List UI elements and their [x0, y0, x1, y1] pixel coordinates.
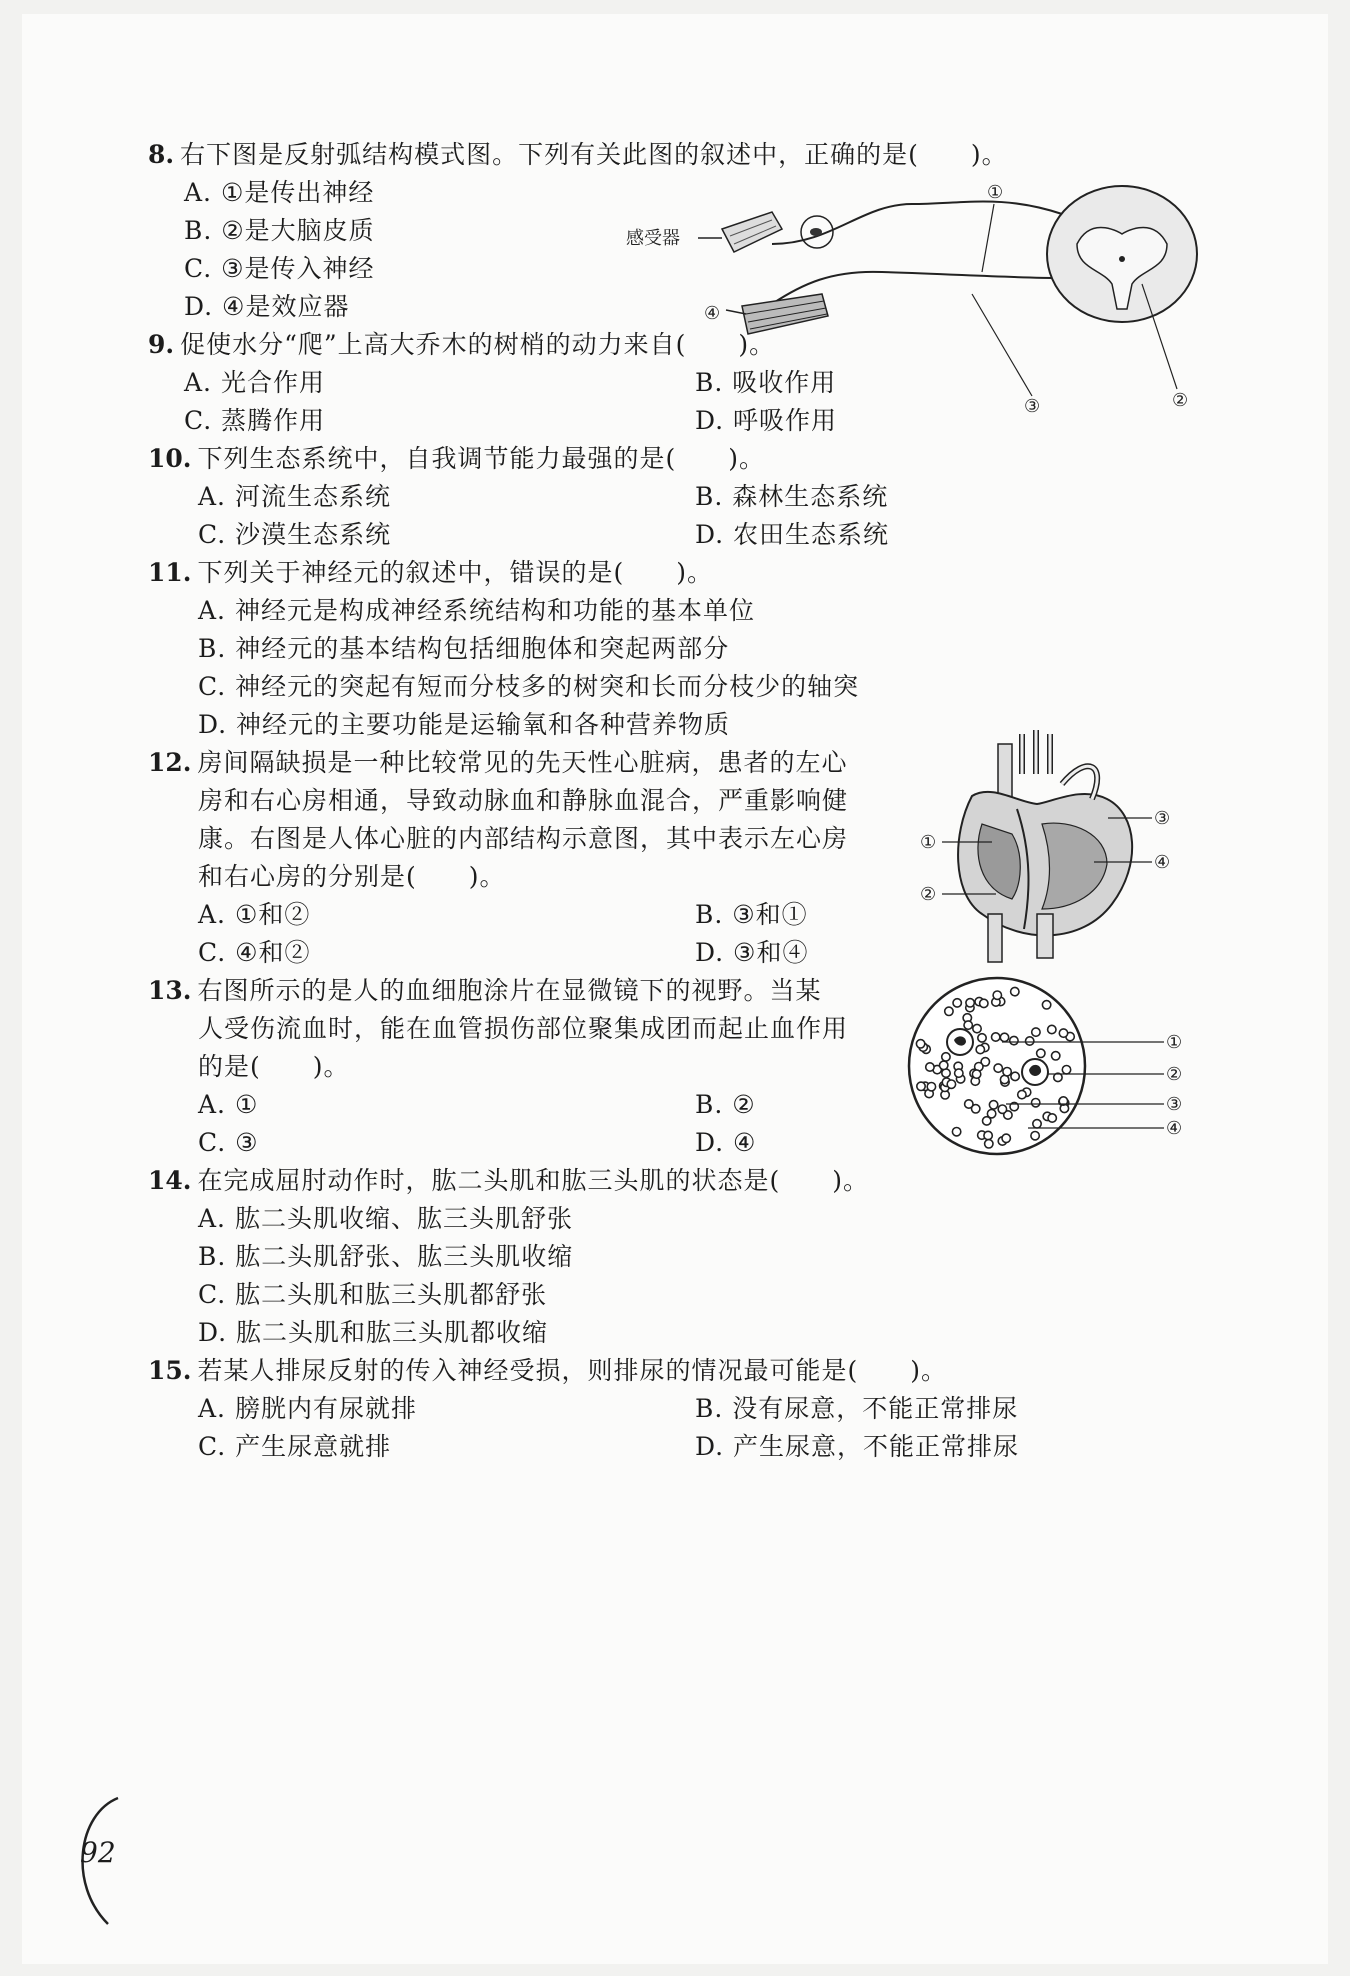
red-blood-cell	[1010, 1036, 1018, 1044]
red-blood-cell	[989, 1101, 997, 1109]
red-blood-cell	[945, 1007, 953, 1015]
q12-option-c[interactable]: C. ④和②	[198, 938, 311, 967]
blood-smear-figure	[902, 974, 1202, 1164]
red-blood-cell	[980, 999, 988, 1007]
red-blood-cell	[1003, 1068, 1011, 1076]
receptor-icon	[722, 212, 782, 252]
red-blood-cell	[1031, 1132, 1039, 1140]
q13-option-c[interactable]: C. ③	[198, 1128, 259, 1157]
smear-label-2: ②	[1166, 1064, 1183, 1085]
red-blood-cell	[998, 1105, 1006, 1113]
red-blood-cell	[966, 999, 974, 1007]
red-blood-cell	[927, 1083, 935, 1091]
red-blood-cell	[993, 991, 1001, 999]
q10-option-d[interactable]: D. 农田生态系统	[695, 520, 890, 549]
page-number: 92	[80, 1836, 116, 1869]
red-blood-cell	[916, 1040, 924, 1048]
label-2: ②	[1172, 390, 1189, 411]
q12-option-a[interactable]: A. ①和②	[198, 900, 311, 929]
red-blood-cell	[992, 1033, 1000, 1041]
red-blood-cell	[1032, 1099, 1040, 1107]
red-blood-cell	[978, 1034, 986, 1042]
red-blood-cell	[1048, 1114, 1056, 1122]
effector-muscle-icon	[742, 294, 828, 334]
page-number-arc	[58, 1794, 178, 1944]
q15-option-c[interactable]: C. 产生尿意就排	[198, 1432, 392, 1461]
red-blood-cell	[1048, 1025, 1056, 1033]
red-blood-cell	[953, 999, 961, 1007]
heart-figure	[912, 714, 1212, 974]
question-13-line-2: 人受伤流血时，能在血管损伤部位聚集成团而起止血作用	[198, 1014, 849, 1043]
red-blood-cell	[984, 1131, 992, 1139]
question-11: 11. 下列关于神经元的叙述中，错误的是( )。	[148, 558, 714, 587]
red-blood-cell	[952, 1128, 960, 1136]
q10-option-a[interactable]: A. 河流生态系统	[198, 482, 391, 511]
smear-label-1: ①	[1166, 1032, 1183, 1053]
heart-icon	[958, 730, 1132, 962]
label-4: ④	[704, 303, 721, 324]
heart-label-2: ②	[920, 884, 937, 905]
q11-option-a[interactable]: A. 神经元是构成神经系统结构和功能的基本单位	[198, 596, 755, 625]
q14-option-a[interactable]: A. 肱二头肌收缩、肱三头肌舒张	[198, 1204, 573, 1233]
receptor-label: 感受器	[626, 228, 680, 249]
question-15: 15. 若某人排尿反射的传入神经受损，则排尿的情况最可能是( )。	[148, 1356, 948, 1385]
q10-option-c[interactable]: C. 沙漠生态系统	[198, 520, 392, 549]
q15-option-d[interactable]: D. 产生尿意，不能正常排尿	[695, 1432, 1020, 1461]
red-blood-cell	[1011, 1072, 1019, 1080]
red-blood-cell	[985, 1140, 993, 1148]
heart-label-1: ①	[920, 832, 937, 853]
q10-option-b[interactable]: B. 森林生态系统	[695, 482, 889, 511]
smear-label-3: ③	[1166, 1094, 1183, 1115]
question-14: 14. 在完成屈肘动作时，肱二头肌和肱三头肌的状态是( )。	[148, 1166, 870, 1195]
red-blood-cell	[926, 1063, 934, 1071]
heart-label-4: ④	[1154, 852, 1171, 873]
q8-option-d[interactable]: D. ④是效应器	[184, 292, 350, 321]
q9-option-a[interactable]: A. 光合作用	[184, 368, 325, 397]
red-blood-cell	[1062, 1066, 1070, 1074]
red-blood-cell	[1011, 987, 1019, 995]
q11-option-b[interactable]: B. 神经元的基本结构包括细胞体和突起两部分	[198, 634, 730, 663]
q9-option-d[interactable]: D. 呼吸作用	[695, 406, 838, 435]
red-blood-cell	[964, 1021, 972, 1029]
question-12-line-2: 房和右心房相通，导致动脉血和静脉血混合，严重影响健	[198, 786, 849, 815]
red-blood-cell	[1052, 1052, 1060, 1060]
q14-option-c[interactable]: C. 肱二头肌和肱三头肌都舒张	[198, 1280, 548, 1309]
worksheet-page	[22, 14, 1328, 1964]
label-1: ①	[987, 182, 1004, 203]
red-blood-cell	[955, 1069, 963, 1077]
red-blood-cell	[1000, 1033, 1008, 1041]
red-blood-cell	[1026, 1037, 1034, 1045]
red-blood-cell	[973, 1024, 981, 1032]
spinal-cord-icon	[1047, 186, 1197, 322]
q9-option-b[interactable]: B. 吸收作用	[695, 368, 837, 397]
q12-option-d[interactable]: D. ③和④	[695, 938, 809, 967]
q13-option-b[interactable]: B. ②	[695, 1090, 756, 1119]
question-12-line-4: 和右心房的分别是( )。	[198, 862, 506, 891]
red-blood-cell	[1059, 1029, 1067, 1037]
red-blood-cell	[1018, 1090, 1026, 1098]
q8-option-b[interactable]: B. ②是大脑皮质	[184, 216, 375, 245]
q14-option-d[interactable]: D. 肱二头肌和肱三头肌都收缩	[198, 1318, 549, 1347]
q12-option-b[interactable]: B. ③和①	[695, 900, 808, 929]
red-blood-cell	[994, 1064, 1002, 1072]
question-8: 8. 右下图是反射弧结构模式图。下列有关此图的叙述中，正确的是( )。	[148, 140, 1008, 169]
red-blood-cell	[976, 1045, 984, 1053]
q15-option-a[interactable]: A. 膀胱内有尿就排	[198, 1394, 417, 1423]
question-9: 9. 促使水分“爬”上高大乔木的树梢的动力来自( )。	[148, 330, 776, 359]
q14-option-b[interactable]: B. 肱二头肌舒张、肱三头肌收缩	[198, 1242, 574, 1271]
heart-label-3: ③	[1154, 808, 1171, 829]
q9-option-c[interactable]: C. 蒸腾作用	[184, 406, 326, 435]
red-blood-cell	[1042, 1001, 1050, 1009]
label-3: ③	[1024, 396, 1041, 417]
red-blood-cell	[1002, 1134, 1010, 1142]
red-blood-cell	[940, 1061, 948, 1069]
question-12-line-3: 康。右图是人体心脏的内部结构示意图，其中表示左心房	[198, 824, 849, 853]
red-blood-cell	[942, 1053, 950, 1061]
q13-option-a[interactable]: A. ①	[198, 1090, 259, 1119]
question-13: 13. 右图所示的是人的血细胞涂片在显微镜下的视野。当某	[148, 976, 822, 1005]
smear-label-4: ④	[1166, 1118, 1183, 1139]
red-blood-cell	[1032, 1028, 1040, 1036]
question-12: 12. 房间隔缺损是一种比较常见的先天性心脏病，患者的左心	[148, 748, 848, 777]
q8-option-c[interactable]: C. ③是传入神经	[184, 254, 375, 283]
red-blood-cell	[1037, 1049, 1045, 1057]
red-blood-cell	[947, 1080, 955, 1088]
red-blood-cell	[972, 1070, 980, 1078]
q15-option-b[interactable]: B. 没有尿意，不能正常排尿	[695, 1394, 1019, 1423]
red-blood-cell	[1033, 1120, 1041, 1128]
q13-option-d[interactable]: D. ④	[695, 1128, 757, 1157]
red-blood-cell	[987, 1110, 995, 1118]
question-13-line-3: 的是( )。	[198, 1052, 350, 1081]
q11-option-d[interactable]: D. 神经元的主要功能是运输氧和各种营养物质	[198, 710, 731, 739]
q8-option-a[interactable]: A. ①是传出神经	[184, 178, 375, 207]
red-blood-cell	[972, 1105, 980, 1113]
question-10: 10. 下列生态系统中，自我调节能力最强的是( )。	[148, 444, 766, 473]
red-blood-cell	[917, 1082, 925, 1090]
q11-option-c[interactable]: C. 神经元的突起有短而分枝多的树突和长而分枝少的轴突	[198, 672, 860, 701]
